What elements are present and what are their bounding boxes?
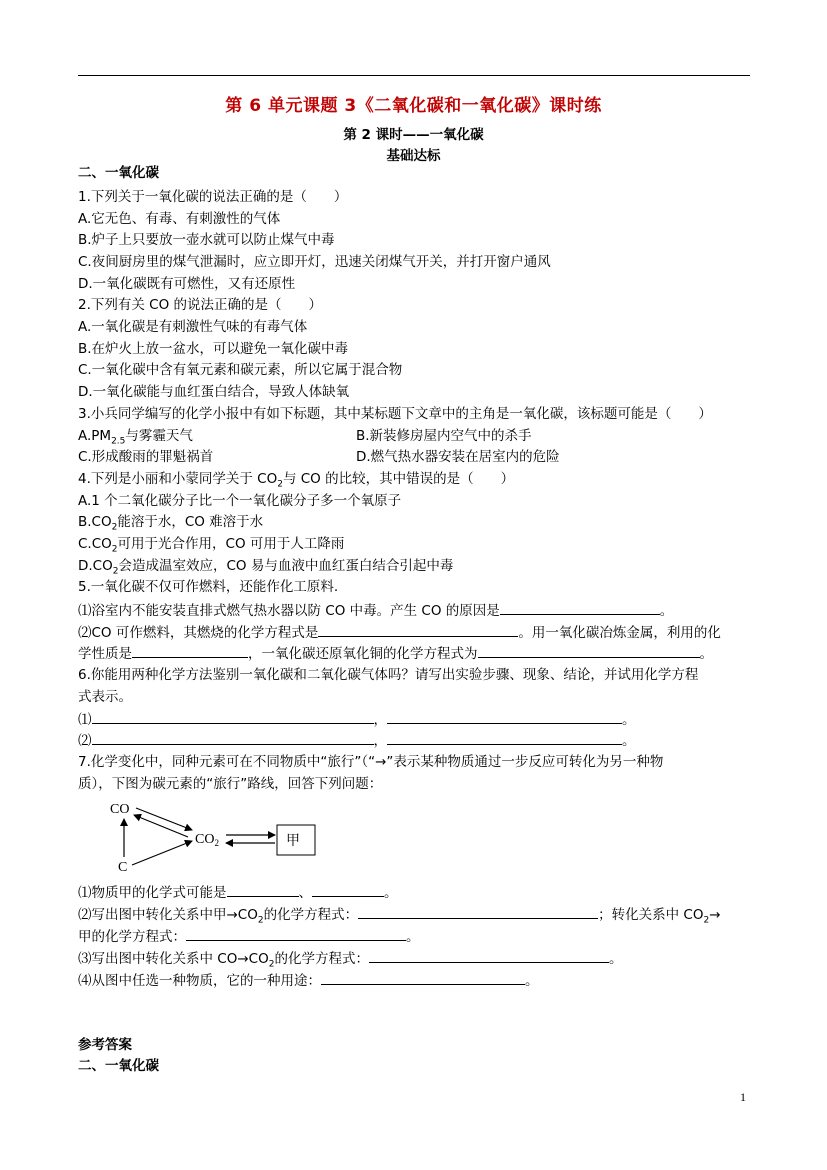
q7-blank-3[interactable] <box>358 904 598 919</box>
q7-blank-6[interactable] <box>321 970 525 985</box>
q5-blank-4[interactable] <box>478 643 700 658</box>
arrow-c-to-co2 <box>132 841 192 865</box>
q3-option-c: C.形成酸雨的罪魁祸首 <box>78 449 214 465</box>
q1-option-d: D.一氧化碳既有可燃性，又有还原性 <box>78 276 296 292</box>
q6-blank-2[interactable] <box>387 709 622 724</box>
q7-stem-cont: 质），下图为碳元素的“旅行”路线，回答下列问题： <box>78 776 383 792</box>
diagram-label-co2: $CO_2$ <box>195 832 219 848</box>
q6-line-2: ⑵ ， 。 <box>78 730 636 751</box>
q7-blank-2[interactable] <box>312 882 384 897</box>
q2-option-c: C.一氧化碳中含有氧元素和碳元素，所以它属于混合物 <box>78 362 403 378</box>
q6-blank-1[interactable] <box>92 709 374 724</box>
diagram-label-c: C <box>118 860 128 875</box>
q5-part2-cont: 学性质是 ，一氧化碳还原氧化铜的化学方程式为 。 <box>78 643 713 664</box>
q5-part1: ⑴浴室内不能安装直排式燃气热水器以防 CO 中毒。产生 CO 的原因是 。 <box>78 600 673 621</box>
q7-part3: ⑶写出图中转化关系中 $CO\to CO_2$的化学方程式： 。 <box>78 948 622 975</box>
q7-part4: ⑷从图中任选一种物质，它的一种用途： 。 <box>78 970 539 991</box>
q4-stem: 4.下列是小丽和小蒙同学关于 $CO_2$与 CO 的比较，其中错误的是（ ） <box>78 471 515 490</box>
q3-option-b: B.新装修房屋内空气中的杀手 <box>356 428 532 444</box>
q3-option-a: $A.PM_{2.5}$与雾霾天气 <box>78 428 193 447</box>
q2-option-d: D.一氧化碳能与血红蛋白结合，导致人体缺氧 <box>78 384 350 400</box>
q6-blank-3[interactable] <box>92 730 374 745</box>
q5-blank-3[interactable] <box>132 643 248 658</box>
q7-blank-1[interactable] <box>227 882 299 897</box>
q4-option-a: A.1 个二氧化碳分子比一个一氧化碳分子多一个氧原子 <box>78 493 402 509</box>
answers-section: 二、一氧化碳 <box>78 1058 159 1074</box>
header-rule <box>78 75 750 76</box>
section-heading: 二、一氧化碳 <box>78 165 159 181</box>
q7-part2-cont: 甲的化学方程式： 。 <box>78 926 420 947</box>
q3-option-d: D.燃气热水器安装在居室内的危险 <box>356 449 560 465</box>
q1-option-c: C.夜间厨房里的煤气泄漏时，应立即开灯，迅速关闭煤气开关，并打开窗户通风 <box>78 254 551 270</box>
page-title: 第 6 单元课题 3《二氧化碳和一氧化碳》课时练 <box>225 96 602 116</box>
q5-blank-2[interactable] <box>318 622 518 637</box>
q6-stem: 6.你能用两种化学方法鉴别一氧化碳和二氧化碳气体吗？请写出实验步骤、现象、结论，并试用化学方程 <box>78 667 699 683</box>
q2-stem: 2.下列有关 CO 的说法正确的是（ ） <box>78 297 323 313</box>
lesson-subtitle: 第 2 课时——一氧化碳 <box>343 127 484 143</box>
q7-blank-4[interactable] <box>186 926 406 941</box>
section-label: 基础达标 <box>386 148 441 164</box>
q3-stem: 3.小兵同学编写的化学小报中有如下标题，其中某标题下文章中的主角是一氧化碳，该标题可能是（ ） <box>78 406 712 422</box>
q1-option-a: A.它无色、有毒、有刺激性的气体 <box>78 211 281 227</box>
carbon-cycle-diagram <box>100 793 340 878</box>
q7-part1: ⑴物质甲的化学式可能是 、 。 <box>78 882 398 903</box>
q2-option-b: B.在炉火上放一盆水，可以避免一氧化碳中毒 <box>78 341 349 357</box>
q1-option-b: B.炉子上只要放一壶水就可以防止煤气中毒 <box>78 232 335 248</box>
diagram-label-co: CO <box>110 802 130 817</box>
q1-stem: 1.下列关于一氧化碳的说法正确的是（ ） <box>78 189 348 205</box>
q5-stem: 5.一氧化碳不仅可作燃料，还能作化工原料. <box>78 579 339 595</box>
q6-line-1: ⑴ ， 。 <box>78 709 636 730</box>
diagram-label-jia: 甲 <box>286 833 300 849</box>
q4-option-b: $B.CO_2$能溶于水，CO 难溶于水 <box>78 514 264 533</box>
q4-option-d: $D.CO_2$会造成温室效应，CO 易与血液中血红蛋白结合引起中毒 <box>78 558 454 577</box>
q2-option-a: A.一氧化碳是有刺激性气味的有毒气体 <box>78 319 308 335</box>
q7-stem: 7.化学变化中，同种元素可在不同物质中“旅行”（“→”表示某种物质通过一步反应可转化为另一种物 <box>78 754 664 770</box>
q7-blank-5[interactable] <box>369 948 609 963</box>
q6-stem-cont: 式表示。 <box>78 689 132 705</box>
q4-option-c: $C.CO_2$可用于光合作用，CO 可用于人工降雨 <box>78 536 345 555</box>
q5-part2: ⑵CO 可作燃料，其燃烧的化学方程式是 。用一氧化碳冶炼金属，利用的化 <box>78 622 721 643</box>
answers-title: 参考答案 <box>78 1037 132 1053</box>
page-number: 1 <box>740 1090 746 1104</box>
q7-part2: ⑵写出图中转化关系中甲$\to CO_2$的化学方程式： ；转化关系中 $CO_2\to$ <box>78 904 721 931</box>
q6-blank-4[interactable] <box>387 730 622 745</box>
q5-blank-1[interactable] <box>500 600 660 615</box>
